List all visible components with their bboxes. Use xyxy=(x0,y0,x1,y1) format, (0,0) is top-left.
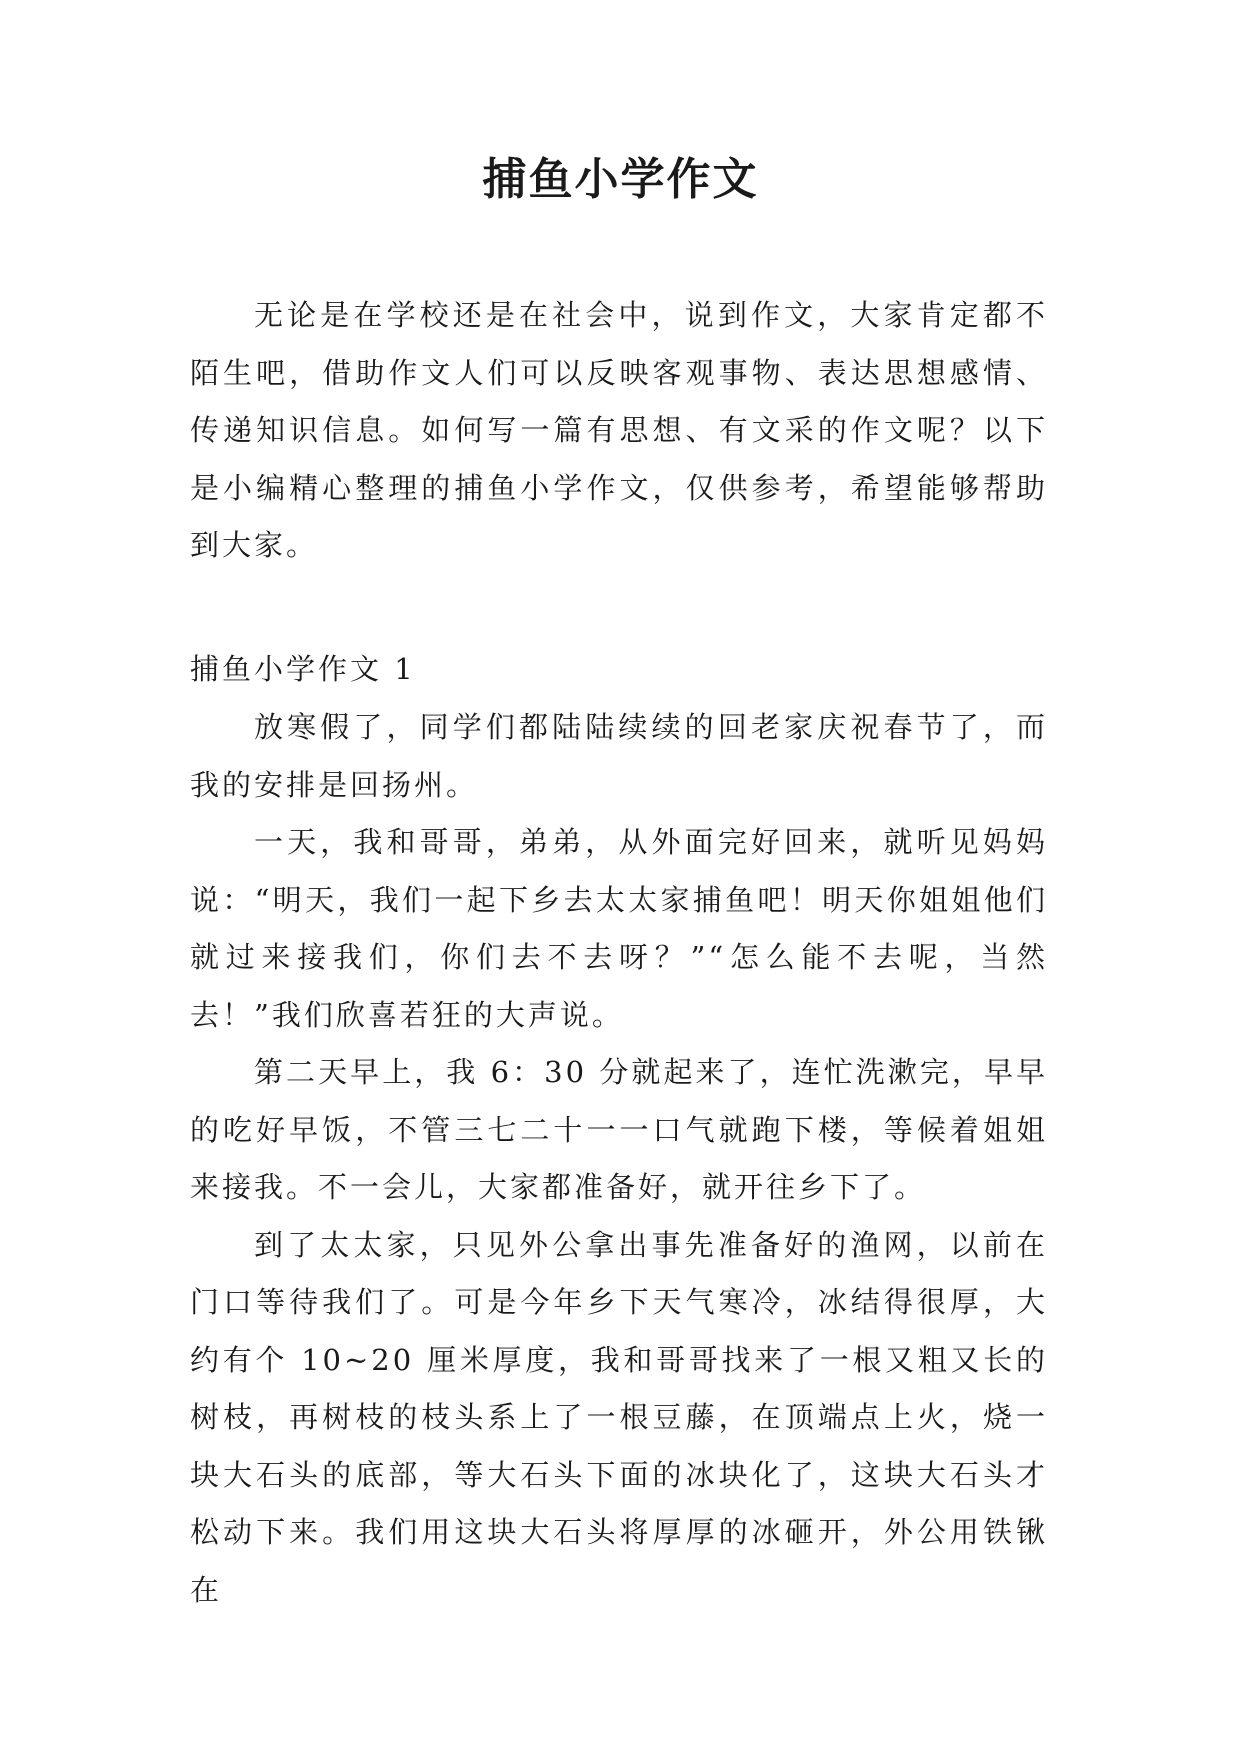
essay-paragraph: 放寒假了，同学们都陆陆续续的回老家庆祝春节了，而我的安排是回扬州。 xyxy=(190,710,1048,802)
essay-paragraph: 第二天早上，我 6：30 分就起来了，连忙洗漱完，早早的吃好早饭，不管三七二十一一口气就跑下楼，等候着姐姐来接我。不一会儿，大家都准备好，就开往乡下了。 xyxy=(190,1055,1048,1204)
intro-paragraph: 无论是在学校还是在社会中，说到作文，大家肯定都不陌生吧，借助作文人们可以反映客观事物、表达思想感情、传递知识信息。如何写一篇有思想、有文采的作文呢？以下是小编精心整理的捕鱼小学作文，仅供参考，希望能够帮助到大家。 xyxy=(190,298,1048,562)
essay-paragraph: 一天，我和哥哥，弟弟，从外面完好回来，就听见妈妈说：“明天，我们一起下乡去太太家捕鱼吧！明天你姐姐他们就过来接我们，你们去不去呀？”“怎么能不去呢，当然去！”我们欣喜若狂的大声说。 xyxy=(190,825,1048,1032)
section-heading: 捕鱼小学作文 1 xyxy=(190,652,416,686)
essay-paragraph: 到了太太家，只见外公拿出事先准备好的渔网，以前在门口等待我们了。可是今年乡下天气寒冷，冰结得很厚，大约有个 10~20 厘米厚度，我和哥哥找来了一根又粗又长的树枝，再树枝的枝头系上了一根豆藤，在顶端点上火，烧一块大石头的底部，等大石头下面的冰块化了，这块大石头才松动下来。我们用这块大石头将厚厚的冰砸开，外公用铁锹在 xyxy=(190,1227,1048,1607)
essay-body xyxy=(190,699,1048,1619)
document-title: 捕鱼小学作文 xyxy=(482,154,759,205)
